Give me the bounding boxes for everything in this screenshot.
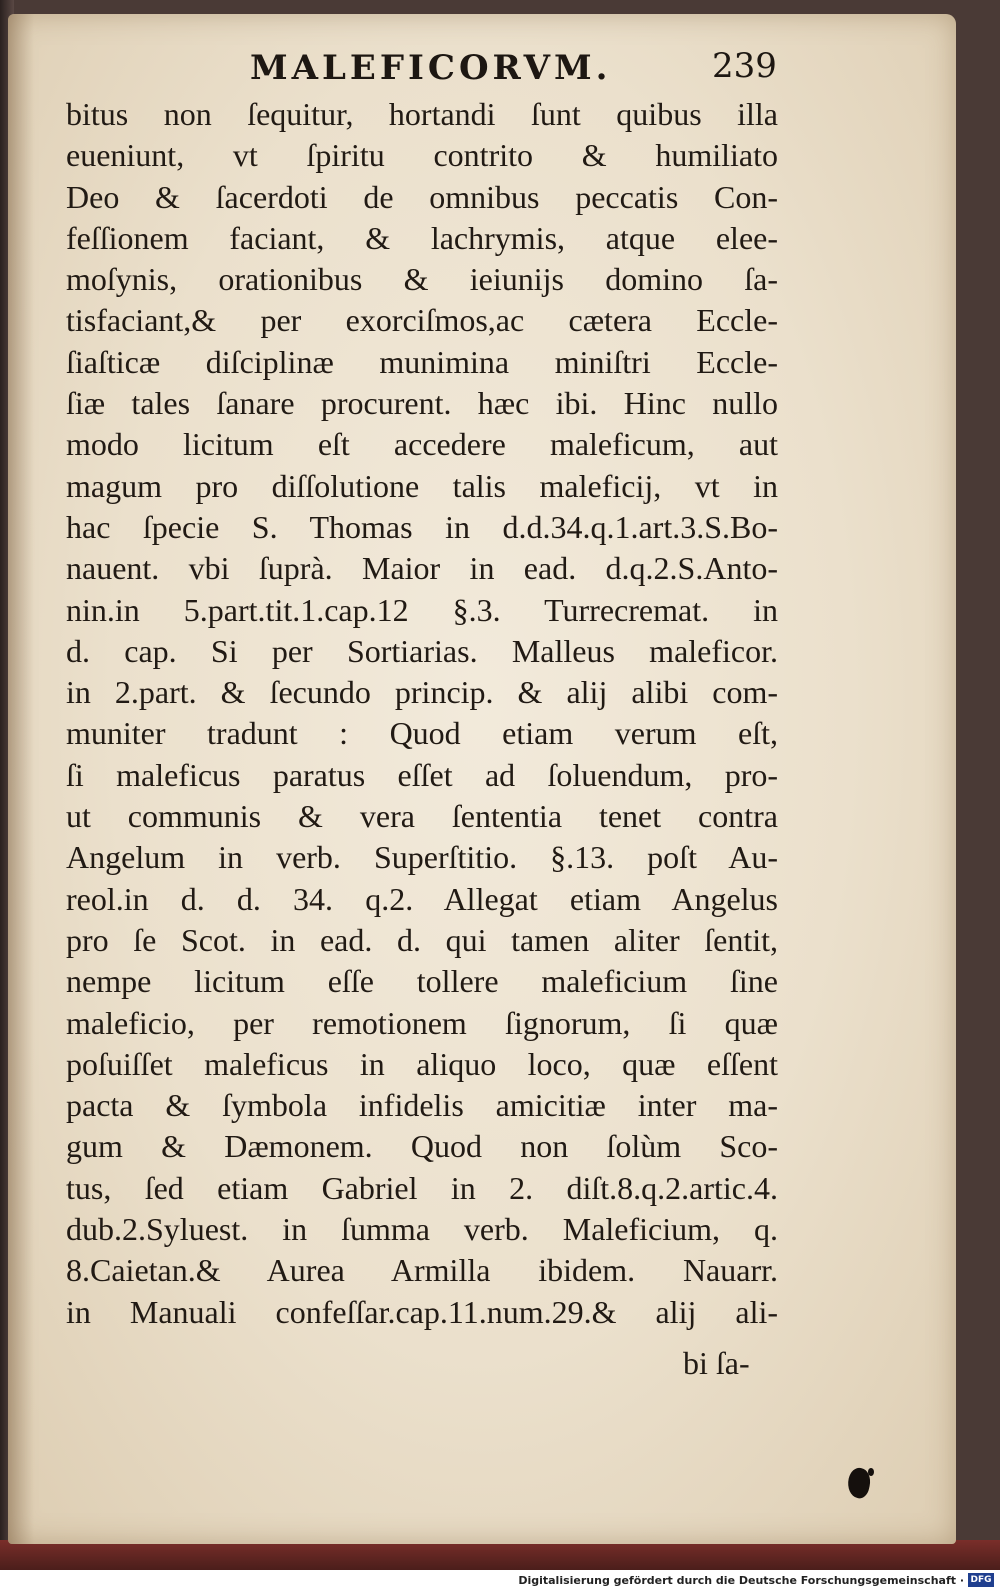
text-line: eueniunt, vt ſpiritu contrito & humiliato — [66, 137, 778, 174]
text-line: ſiæ tales ſanare procurent. hæc ibi. Hinc nullo — [66, 385, 778, 422]
text-line: pacta & ſymbola infidelis amicitiæ inter ma- — [66, 1087, 778, 1124]
catchword: bi ſa- — [683, 1345, 750, 1381]
running-head: MALEFICORVM. — [250, 48, 612, 88]
text-line: Angelum in verb. Superſtitio. §.13. poſt Au- — [66, 839, 778, 876]
page-gutter-shadow — [8, 14, 34, 1544]
text-line: poſuiſſet maleficus in aliquo loco, quæ eſſent — [66, 1045, 778, 1082]
text-line: 8.Caietan.& Aurea Armilla ibidem. Nauarr. — [66, 1252, 778, 1289]
text-line: d. cap. Si per Sortiarias. Malleus maleficor. — [66, 632, 778, 669]
body-text — [66, 94, 778, 1333]
text-line: nempe licitum eſſe tollere maleficium ſine — [66, 963, 778, 1000]
text-line: ut communis & vera ſententia tenet contra — [66, 798, 778, 835]
text-line: dub.2.Syluest. in ſumma verb. Maleficium, q. — [66, 1211, 778, 1248]
text-line: bitus non ſequitur, hortandi ſunt quibus illa — [66, 96, 778, 132]
text-line: muniter tradunt : Quod etiam verum eſt, — [66, 715, 778, 752]
text-line: nauent. vbi ſuprà. Maior in ead. d.q.2.S.Anto- — [66, 550, 778, 587]
text-line: in 2.part. & ſecundo princip. & alij alibi com- — [66, 674, 778, 711]
footer-credit: Digitalisierung gefördert durch die Deutsche Forschungsgemeinschaft · — [518, 1574, 964, 1587]
text-line: tus, ſed etiam Gabriel in 2. diſt.8.q.2.artic.4. — [66, 1169, 778, 1206]
text-line: pro ſe Scot. in ead. d. qui tamen aliter ſentit, — [66, 921, 778, 958]
text-line: Deo & ſacerdoti de omnibus peccatis Con- — [66, 178, 778, 215]
text-line: tisfaciant,& per exorciſmos,ac cætera Eccle- — [66, 302, 778, 339]
text-line: nin.in 5.part.tit.1.cap.12 §.3. Turrecremat. in — [66, 591, 778, 628]
text-line: moſynis, orationibus & ieiunijs domino ſa- — [66, 261, 778, 298]
text-line: hac ſpecie S. Thomas in d.d.34.q.1.art.3.S.Bo- — [66, 508, 778, 545]
page-number: 239 — [712, 46, 777, 86]
ink-blot-speck — [868, 1468, 874, 1476]
dfg-logo: DFG — [968, 1573, 994, 1587]
text-line: magum pro diſſolutione talis maleficij, vt in — [66, 467, 778, 504]
book-bottom-edge — [0, 1540, 1000, 1570]
text-line: ſiaſticæ diſciplinæ munimina miniſtri Eccle- — [66, 343, 778, 380]
text-line: maleficio, per remotionem ſignorum, ſi quæ — [66, 1004, 778, 1041]
text-line: ſi maleficus paratus eſſet ad ſoluendum, pro- — [66, 756, 778, 793]
text-line: feſſionem faciant, & lachrymis, atque elee- — [66, 219, 778, 256]
text-line: reol.in d. d. 34. q.2. Allegat etiam Angelus — [66, 880, 778, 917]
text-line: gum & Dæmonem. Quod non ſolùm Sco- — [66, 1128, 778, 1165]
text-line: in Manuali confeſſar.cap.11.num.29.& alij ali- — [66, 1293, 778, 1330]
text-line: modo licitum eſt accedere maleficum, aut — [66, 426, 778, 463]
